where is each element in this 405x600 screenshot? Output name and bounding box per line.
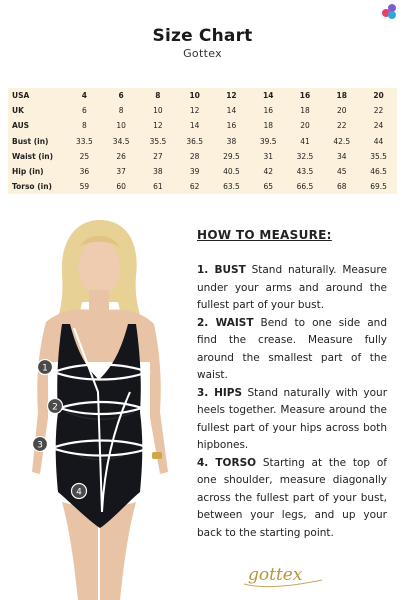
table-cell: 12: [189, 106, 200, 116]
table-row: [8, 134, 397, 149]
table-cell: 8: [118, 106, 124, 116]
table-row: [8, 103, 397, 118]
table-cell: 28: [189, 151, 200, 161]
table-cell: 6: [81, 106, 87, 116]
table-cell: 33.5: [76, 136, 93, 146]
table-cell: 10: [116, 121, 126, 131]
table-cell: 34.5: [112, 136, 130, 146]
hips-instruction: 3. HIPS Stand naturally with your heels together. Measure around the fullest part of your hips across both hipbones.: [197, 386, 388, 451]
table-cell: 24: [373, 121, 384, 131]
marker-4: [72, 484, 87, 499]
table-cell: 65: [263, 182, 273, 192]
table-cell: 38: [226, 136, 237, 146]
table-cell: 10: [153, 106, 163, 116]
svg-text:2: 2: [52, 402, 58, 413]
table-cell: 18: [300, 106, 310, 116]
table-cell: 39: [189, 167, 200, 177]
column-header: 10: [189, 91, 200, 101]
svg-text:gottex: gottex: [248, 565, 303, 585]
table-cell: 20: [336, 106, 347, 116]
table-row: [8, 179, 397, 194]
table-header-row: [8, 88, 397, 103]
size-chart-table: [8, 88, 397, 194]
table-cell: 43.5: [296, 167, 314, 177]
brand-dots-icon: [382, 4, 398, 20]
table-cell: 35.5: [370, 151, 387, 161]
table-cell: 32.5: [296, 151, 314, 161]
table-cell: 45: [336, 167, 347, 177]
brand-subtitle: Gottex: [183, 47, 222, 60]
table-cell: 26: [116, 151, 126, 161]
table-cell: 25: [79, 151, 90, 161]
table-cell: 61: [153, 182, 163, 192]
table-cell: 69.5: [370, 182, 387, 192]
table-cell: 16: [226, 121, 237, 131]
table-cell: 66.5: [296, 182, 314, 192]
table-row: [8, 149, 397, 164]
table-cell: 39.5: [259, 136, 277, 146]
table-cell: 60: [116, 182, 126, 192]
model-illustration: [0, 212, 190, 600]
how-to-measure-section: [197, 228, 387, 542]
table-cell: 38: [153, 167, 163, 177]
table-cell: 42: [263, 167, 273, 177]
bust-instruction: 1. BUST Stand naturally. Measure under your arms and around the fullest part of your bust.: [197, 264, 387, 311]
column-header: USA: [12, 91, 30, 101]
table-cell: 14: [226, 106, 237, 116]
svg-text:3: 3: [37, 440, 43, 451]
column-header: 12: [226, 91, 237, 101]
table-cell: 36.5: [186, 136, 204, 146]
table-cell: 36: [79, 167, 90, 177]
column-header: 8: [155, 91, 161, 101]
marker-1: [38, 360, 53, 375]
how-to-measure-heading: HOW TO MEASURE:: [197, 228, 332, 242]
column-header: 18: [336, 91, 347, 101]
row-label: AUS: [12, 121, 30, 131]
column-header: 20: [373, 91, 384, 101]
table-cell: 62: [189, 182, 200, 192]
column-header: 16: [299, 91, 311, 101]
table-cell: 59: [79, 182, 90, 192]
table-cell: 22: [373, 106, 384, 116]
row-label: Bust (in): [12, 136, 49, 146]
table-cell: 16: [263, 106, 273, 116]
table-cell: 31: [263, 151, 273, 161]
marker-2: [48, 399, 63, 414]
table-cell: 8: [81, 121, 87, 131]
table-cell: 41: [300, 136, 310, 146]
row-label: Waist (in): [12, 151, 54, 161]
column-header: 4: [81, 91, 87, 101]
marker-3: [33, 437, 48, 452]
table-cell: 68: [336, 182, 347, 192]
torso-instruction: 4. TORSO Starting at the top of one shoulder, measure diagonally across the fullest part of your bust, between your legs, and up your back to the starting point.: [197, 456, 387, 539]
table-cell: 12: [153, 121, 163, 131]
table-cell: 34: [336, 151, 347, 161]
gottex-signature-logo: [238, 558, 328, 592]
table-cell: 22: [336, 121, 347, 131]
column-header: 6: [118, 91, 124, 101]
table-cell: 40.5: [223, 167, 240, 177]
page-title: Size Chart: [152, 26, 253, 46]
table-cell: 29.5: [223, 151, 240, 161]
row-label: Torso (in): [12, 182, 52, 192]
table-cell: 35.5: [149, 136, 167, 146]
table-cell: 63.5: [223, 182, 240, 192]
table-cell: 46.5: [370, 167, 387, 177]
table-cell: 37: [116, 167, 126, 177]
svg-text:1: 1: [42, 363, 48, 374]
row-label: UK: [12, 106, 24, 116]
table-cell: 20: [300, 121, 310, 131]
waist-instruction: 2. WAIST Bend to one side and find the crease. Measure fully around the smallest part of the waist.: [197, 316, 387, 381]
svg-text:4: 4: [76, 487, 82, 498]
model-face: [78, 240, 120, 296]
table-row: [8, 164, 397, 179]
table-cell: 42.5: [333, 136, 351, 146]
table-cell: 14: [189, 121, 200, 131]
table-cell: 44: [373, 136, 384, 146]
table-cell: 27: [153, 151, 163, 161]
table-cell: 18: [263, 121, 273, 131]
row-label: Hip (in): [12, 167, 44, 177]
table-row: [8, 118, 397, 133]
column-header: 14: [262, 91, 274, 101]
